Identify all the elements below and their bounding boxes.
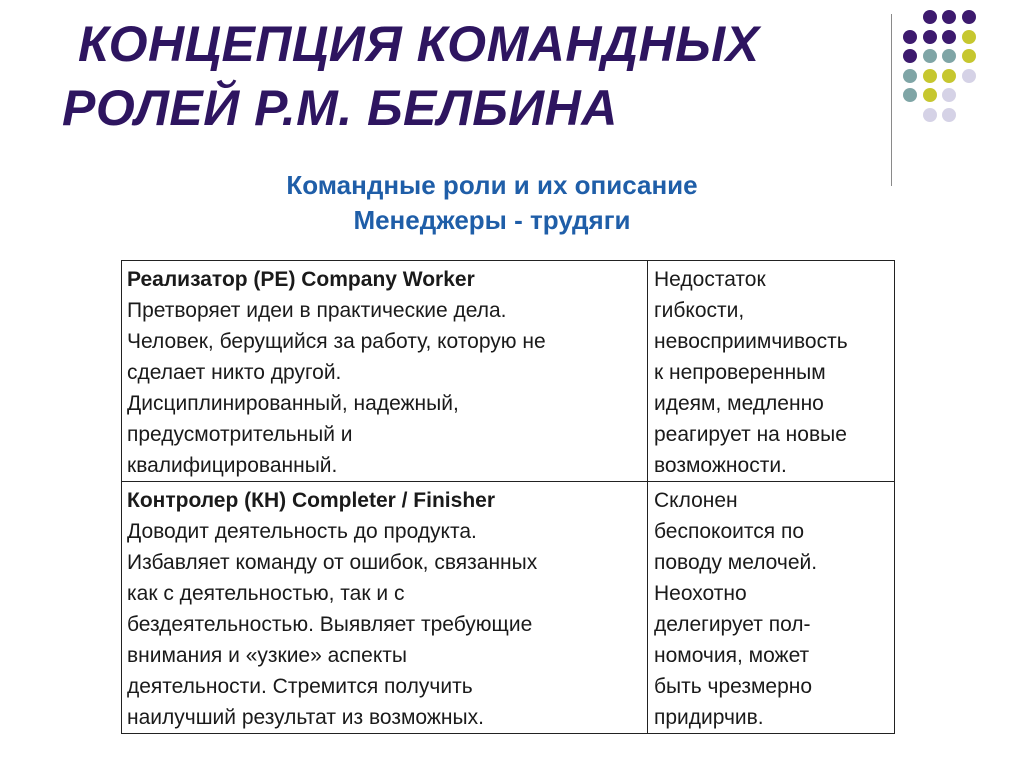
description-line: Доводит деятельность до продукта.: [127, 520, 477, 543]
weakness-line: придирчив.: [654, 706, 764, 729]
decorative-dot: [903, 69, 917, 83]
decorative-dot: [942, 69, 956, 83]
team-roles-table: [121, 260, 895, 734]
role-description-cell: [122, 261, 648, 482]
decorative-dot: [962, 69, 976, 83]
description-line: квалифицированный.: [127, 454, 338, 477]
description-line: бездеятельностью. Выявляет требующие: [127, 613, 533, 636]
weakness-line: невосприимчивость: [654, 330, 848, 353]
description-line: наилучший результат из возможных.: [127, 706, 484, 729]
weakness-line: возможности.: [654, 454, 787, 477]
weakness-line: Неохотно: [654, 582, 747, 605]
decorative-dot: [923, 10, 937, 24]
description-line: как с деятельностью, так и с: [127, 582, 405, 605]
decorative-dot: [962, 49, 976, 63]
role-name: Реализатор (РЕ) Company Worker: [127, 268, 475, 291]
subtitle-line-1: Командные роли и их описание: [286, 170, 698, 200]
decorative-dot: [903, 88, 917, 102]
decorative-dot: [923, 49, 937, 63]
decorative-dot: [903, 30, 917, 44]
role-description-cell: [122, 482, 648, 734]
decorative-divider: [891, 14, 892, 186]
decorative-dot: [942, 49, 956, 63]
decorative-dot: [923, 30, 937, 44]
decorative-dot: [942, 88, 956, 102]
description-line: внимания и «узкие» аспекты: [127, 644, 407, 667]
weakness-line: поводу мелочей.: [654, 551, 818, 574]
weakness-line: быть чрезмерно: [654, 675, 813, 698]
weakness-line: Склонен: [654, 489, 738, 512]
weakness-line: Недостаток: [654, 268, 766, 291]
decorative-dot-grid: [903, 10, 1013, 170]
role-weakness-cell: [648, 261, 895, 482]
weakness-line: реагирует на новые: [654, 423, 847, 446]
decorative-dot: [962, 30, 976, 44]
description-line: деятельности. Стремится получить: [127, 675, 473, 698]
decorative-dot: [962, 10, 976, 24]
subtitle-line-2: Менеджеры - трудяги: [353, 205, 631, 235]
decorative-dot: [923, 108, 937, 122]
slide-subtitle: [120, 168, 864, 238]
description-line: Человек, берущийся за работу, которую не: [127, 330, 546, 353]
description-line: Дисциплинированный, надежный,: [127, 392, 459, 415]
description-line: Претворяет идеи в практические дела.: [127, 299, 507, 322]
description-line: предусмотрительный и: [127, 423, 353, 446]
table-row: [122, 261, 895, 482]
decorative-dot: [903, 49, 917, 63]
weakness-line: делегирует пол-: [654, 613, 811, 636]
decorative-dot: [942, 30, 956, 44]
role-name: Контролер (КН) Completer / Finisher: [127, 489, 495, 512]
description-line: Избавляет команду от ошибок, связанных: [127, 551, 538, 574]
weakness-line: к непроверенным: [654, 361, 826, 384]
description-line: сделает никто другой.: [127, 361, 342, 384]
weakness-line: беспокоится по: [654, 520, 804, 543]
slide-title-line-1: КОНЦЕПЦИЯ КОМАНДНЫХ: [78, 16, 760, 72]
slide-title-line-2: РОЛЕЙ Р.М. БЕЛБИНА: [62, 80, 618, 136]
slide-title: [62, 12, 862, 140]
weakness-line: гибкости,: [654, 299, 745, 322]
weakness-line: идеям, медленно: [654, 392, 824, 415]
decorative-dot: [923, 69, 937, 83]
decorative-dot: [942, 108, 956, 122]
decorative-dot: [923, 88, 937, 102]
role-weakness-cell: [648, 482, 895, 734]
decorative-dot: [942, 10, 956, 24]
weakness-line: номочия, может: [654, 644, 810, 667]
table-row: [122, 482, 895, 734]
